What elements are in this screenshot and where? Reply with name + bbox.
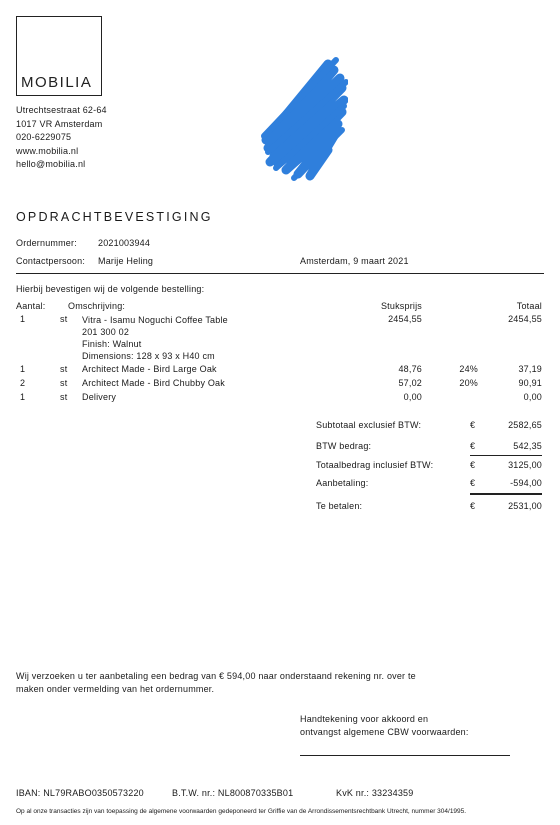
row-total: 2454,55 <box>508 314 542 324</box>
payment-note-line: Wij verzoeken u ter aanbetaling een bedrag van € 594,00 naar onderstaand rekening nr. over te <box>16 671 416 681</box>
row-description: Architect Made - Bird Chubby Oak <box>82 378 225 388</box>
totals-double-divider <box>470 493 542 495</box>
subtotal-amount: 2582,65 <box>508 420 542 430</box>
row-price: 48,76 <box>398 364 422 374</box>
amount-due: 2531,00 <box>508 501 542 511</box>
row-price: 2454,55 <box>388 314 422 324</box>
row-qty: 2 <box>20 378 26 388</box>
currency-symbol: € <box>470 478 476 488</box>
amount-due-label: Te betalen: <box>316 501 363 511</box>
payment-note-line: maken onder vermelding van het ordernummer. <box>16 683 215 694</box>
subtotal-label: Subtotaal exclusief BTW: <box>316 420 422 430</box>
col-header-unit-price: Stuksprijs <box>380 301 422 311</box>
row-qty: 1 <box>20 392 26 402</box>
address-line: Utrechtsestraat 62-64 <box>16 105 107 115</box>
vat-amount: 542,35 <box>513 441 542 451</box>
row-description <box>82 314 228 362</box>
signature-caption-line: ontvangst algemene CBW voorwaarden: <box>300 726 469 737</box>
header-divider <box>16 273 544 274</box>
currency-symbol: € <box>470 420 476 430</box>
row-discount: 24% <box>459 364 478 374</box>
footer-legal-text: Op al onze transacties zijn van toepassing de algemene voorwaarden gedeponeerd ter Griffie van de Arrondissementsrechtbank Utrecht, nummer 304/1995. <box>16 808 467 815</box>
col-header-desc: Omschrijving: <box>68 301 126 311</box>
col-header-total: Totaal <box>516 301 542 311</box>
address-line: 1017 VR Amsterdam <box>16 118 103 129</box>
row-unit: st <box>60 364 68 374</box>
row-description: Delivery <box>82 392 117 402</box>
row-qty: 1 <box>20 364 26 374</box>
description-line: Vitra - Isamu Noguchi Coffee Table <box>82 315 228 325</box>
totals-divider <box>470 455 542 456</box>
deposit-amount: -594,00 <box>510 478 542 488</box>
place-date: Amsterdam, 9 maart 2021 <box>300 256 409 266</box>
currency-symbol: € <box>470 460 476 470</box>
currency-symbol: € <box>470 441 476 451</box>
description-line: Finish: Walnut <box>82 339 142 349</box>
order-number-label: Ordernummer: <box>16 238 77 248</box>
description-line: Dimensions: 128 x 93 x H40 cm <box>82 351 215 361</box>
address-line: 020-6229075 <box>16 132 72 143</box>
footer-kvk-number: KvK nr.: 33234359 <box>336 788 414 798</box>
signature-line <box>300 755 510 756</box>
total-incl-vat-amount: 3125,00 <box>508 460 542 470</box>
row-unit: st <box>60 314 68 324</box>
row-total: 0,00 <box>523 392 542 402</box>
vat-label: BTW bedrag: <box>316 441 372 451</box>
company-address <box>16 104 107 172</box>
row-unit: st <box>60 378 68 388</box>
intro-text: Hierbij bevestigen wij de volgende bestelling: <box>16 284 205 294</box>
payment-note <box>16 670 416 695</box>
col-header-qty: Aantal: <box>16 301 46 311</box>
row-description: Architect Made - Bird Large Oak <box>82 364 217 374</box>
row-price: 57,02 <box>398 378 422 388</box>
row-total: 37,19 <box>518 364 542 374</box>
blue-scribble-redaction <box>258 52 348 186</box>
deposit-label: Aanbetaling: <box>316 478 369 488</box>
signature-caption-line: Handtekening voor akkoord en <box>300 714 429 724</box>
description-line: 201 300 02 <box>82 327 130 337</box>
row-unit: st <box>60 392 68 402</box>
contact-label: Contactpersoon: <box>16 256 86 266</box>
document-title: OPDRACHTBEVESTIGING <box>16 210 213 224</box>
signature-caption <box>300 713 469 738</box>
address-line: www.mobilia.nl <box>16 145 79 156</box>
address-line: hello@mobilia.nl <box>16 159 86 170</box>
footer-vat-number: B.T.W. nr.: NL800870335B01 <box>172 788 294 798</box>
contact-name: Marije Heling <box>98 256 154 266</box>
order-number: 2021003944 <box>98 238 151 248</box>
row-price: 0,00 <box>403 392 422 402</box>
footer-iban: IBAN: NL79RABO0350573220 <box>16 788 144 798</box>
row-discount: 20% <box>459 378 478 388</box>
logo-text: MOBILIA <box>21 74 93 91</box>
company-logo <box>16 16 102 96</box>
row-total: 90,91 <box>518 378 542 388</box>
total-incl-vat-label: Totaalbedrag inclusief BTW: <box>316 460 434 470</box>
currency-symbol: € <box>470 501 476 511</box>
row-qty: 1 <box>20 314 26 324</box>
